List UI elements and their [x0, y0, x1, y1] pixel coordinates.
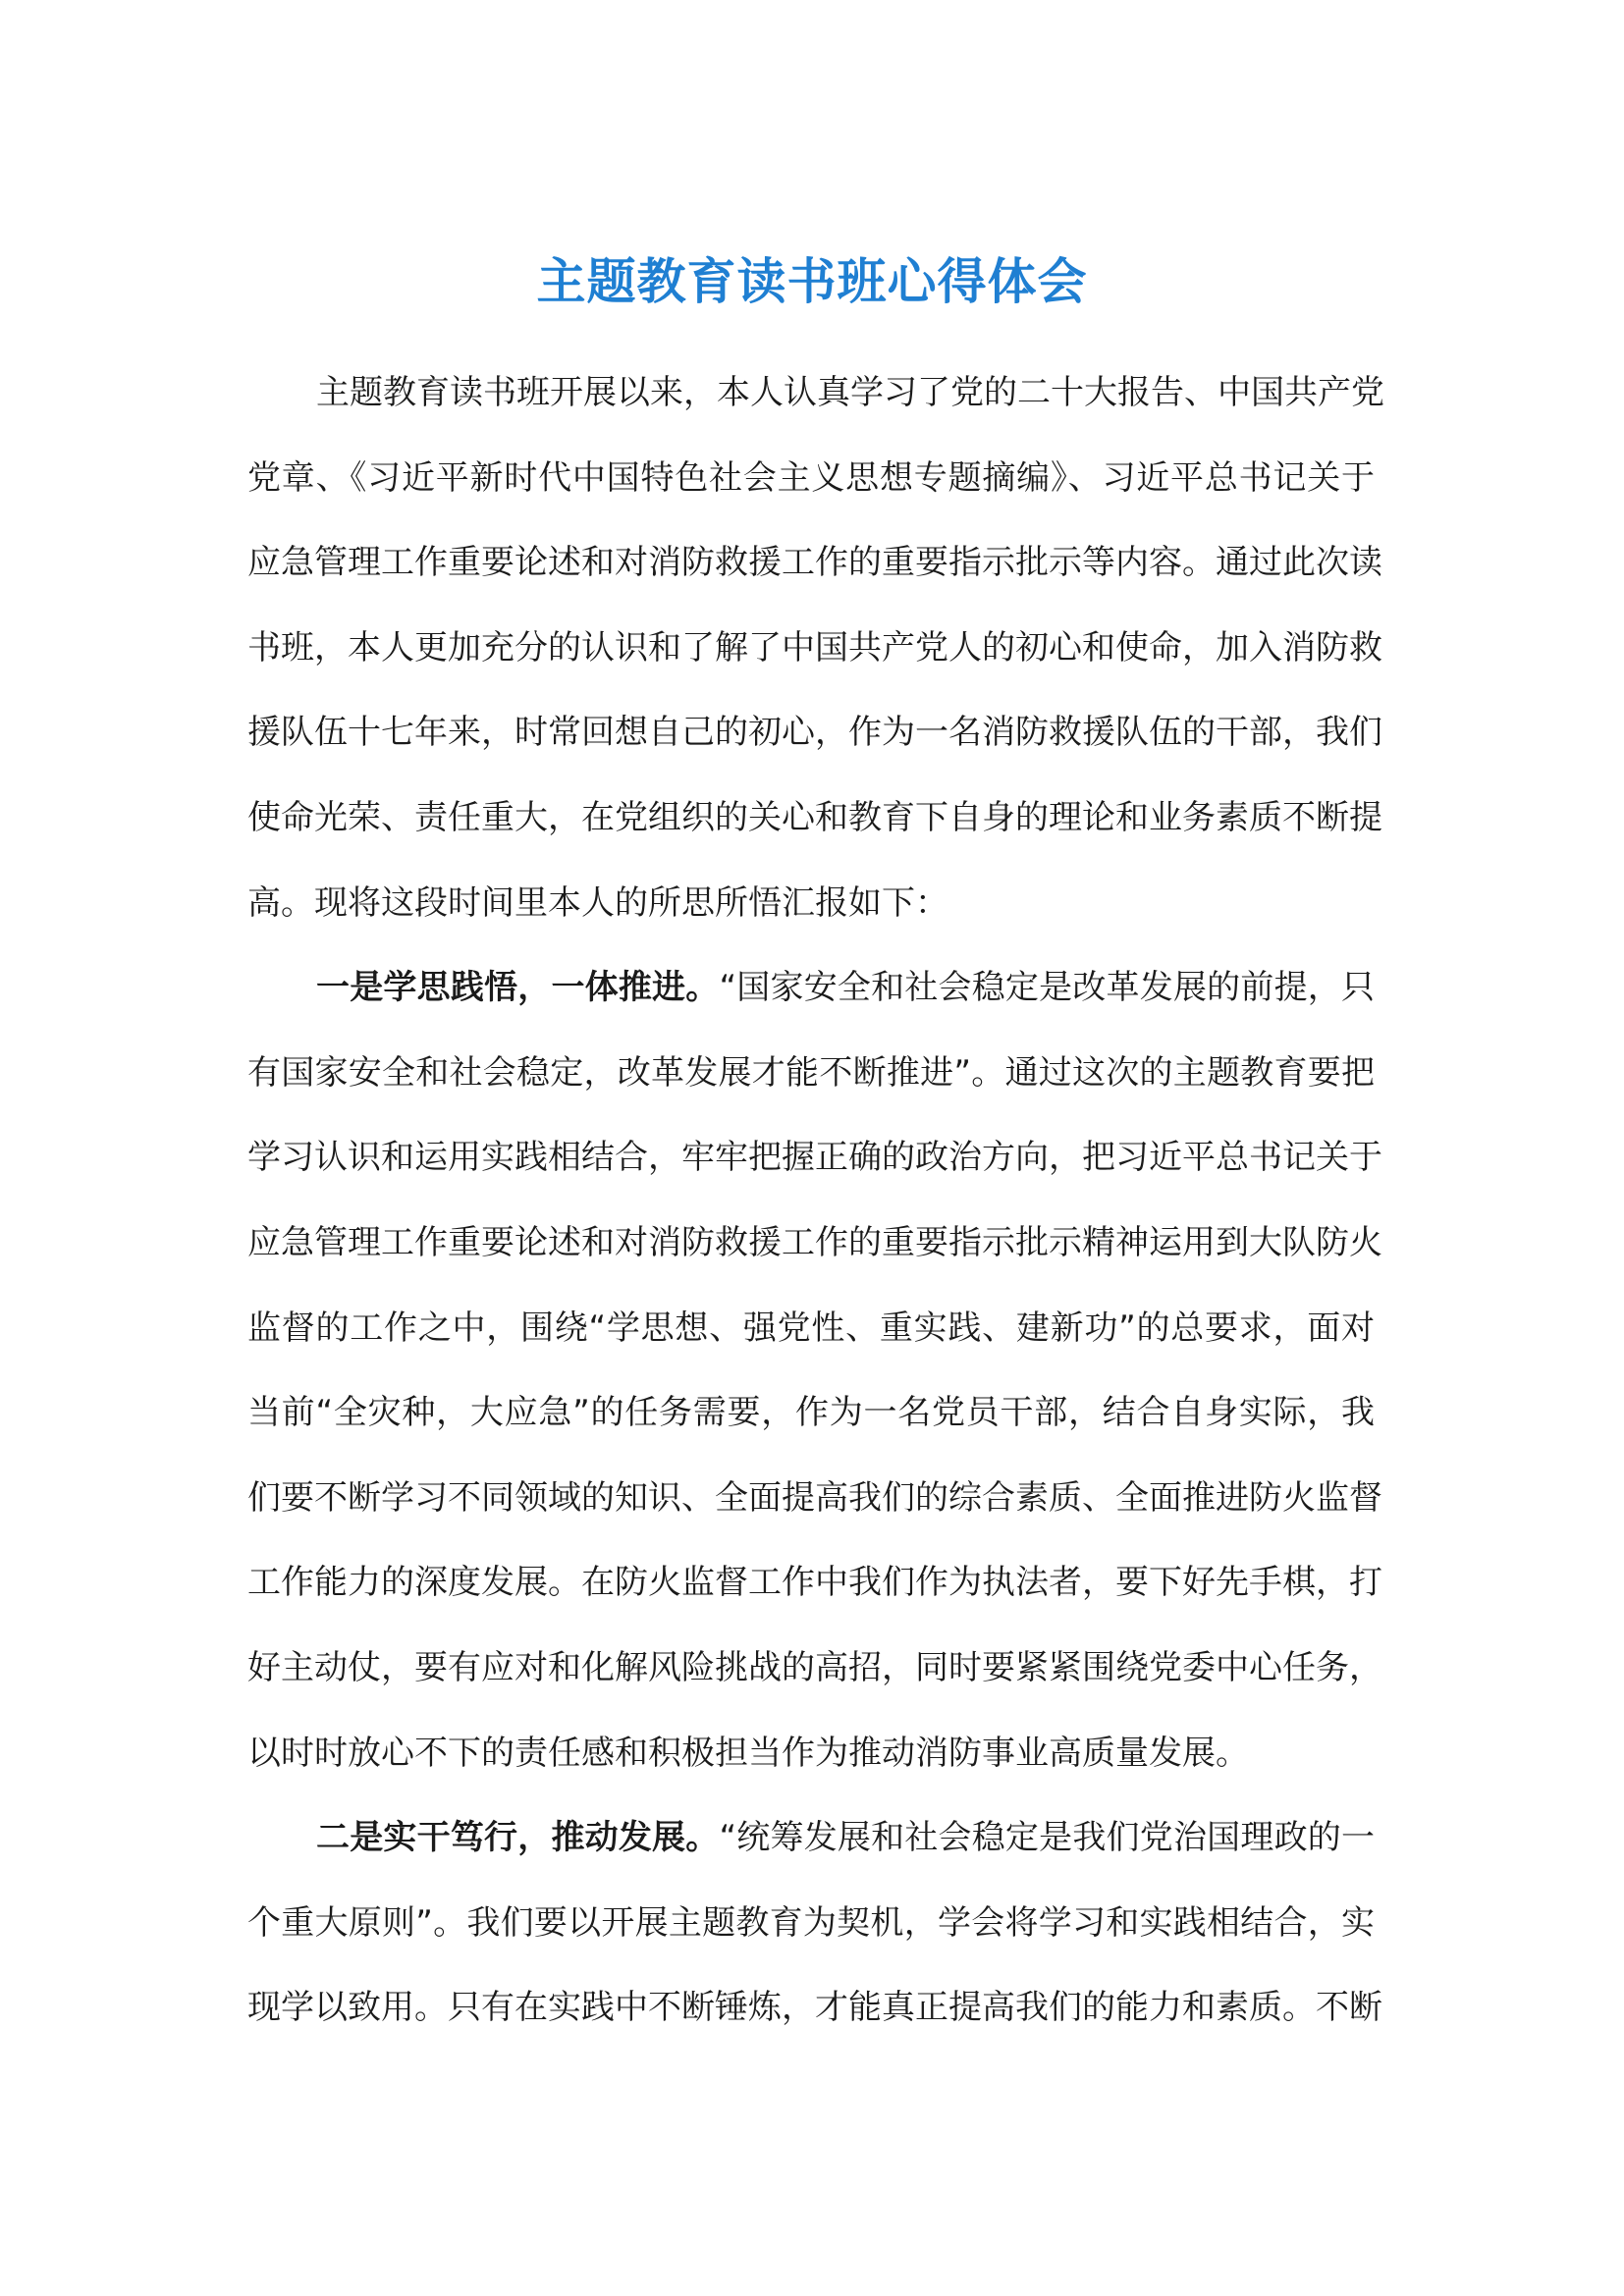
- paragraph-text: “国家安全和社会稳定是改革发展的前提，只: [719, 968, 1375, 1008]
- paragraph-text: 书班，本人更加充分的认识和了解了中国共产党人的初心和使命，加入消防救: [247, 627, 1382, 667]
- paragraph-line: [247, 861, 1375, 946]
- paragraph-line: [247, 690, 1382, 775]
- paragraph-line: [247, 350, 1384, 436]
- paragraph-line: [247, 520, 1382, 606]
- paragraph-text: 个重大原则”。我们要以开展主题教育为契机，学会将学习和实践相结合，实: [247, 1902, 1375, 1943]
- paragraph-line: [247, 1711, 1375, 1796]
- paragraph-text: 援队伍十七年来，时常回想自己的初心，作为一名消防救援队伍的干部，我们: [247, 713, 1382, 753]
- paragraph-text: 有国家安全和社会稳定，改革发展才能不断推进”。通过这次的主题教育要把: [247, 1052, 1375, 1093]
- paragraph-text: 当前“全灾种，大应急”的任务需要，作为一名党员干部，结合自身实际，我: [247, 1393, 1375, 1433]
- paragraph-line: [247, 1881, 1375, 1966]
- paragraph-text: 应急管理工作重要论述和对消防救援工作的重要指示批示等内容。通过此次读: [247, 543, 1382, 583]
- paragraph-line: [247, 1540, 1382, 1626]
- paragraph-line: [247, 1626, 1382, 1711]
- paragraph-text: “统筹发展和社会稳定是我们党治国理政的一: [719, 1818, 1375, 1858]
- paragraph-text: 现学以致用。只有在实践中不断锤炼，才能真正提高我们的能力和素质。不断: [247, 1988, 1382, 2028]
- paragraph-text: 主题教育读书班开展以来，本人认真学习了党的二十大报告、中国共产党: [316, 373, 1384, 412]
- paragraph-line: [247, 945, 1375, 1031]
- paragraph-text: 们要不断学习不同领域的知识、全面提高我们的综合素质、全面推进防火监督: [247, 1477, 1382, 1518]
- paragraph-text: 学习认识和运用实践相结合，牢牢把握正确的政治方向，把习近平总书记关于: [247, 1138, 1382, 1178]
- paragraph-text: 高。现将这段时间里本人的所思所悟汇报如下：: [247, 882, 948, 923]
- paragraph-lead-heading: 一是学思践悟，一体推进。: [316, 968, 720, 1008]
- paragraph-line: [247, 1965, 1382, 2051]
- paragraph-text: 工作能力的深度发展。在防火监督工作中我们作为执法者，要下好先手棋，打: [247, 1563, 1382, 1603]
- paragraph-line: [247, 1795, 1375, 1881]
- paragraph-line: [247, 1201, 1382, 1286]
- paragraph-line: [247, 1031, 1375, 1116]
- paragraph-text: 使命光荣、责任重大，在党组织的关心和教育下自身的理论和业务素质不断提: [247, 797, 1382, 837]
- paragraph-line: [247, 436, 1375, 521]
- paragraph-line: [247, 1286, 1375, 1371]
- document-body: [247, 350, 1384, 2051]
- paragraph-line: [247, 606, 1382, 691]
- paragraph-text: 党章、《习近平新时代中国特色社会主义思想专题摘编》、习近平总书记关于: [247, 457, 1375, 498]
- paragraph-line: [247, 1456, 1382, 1541]
- paragraph-text: 应急管理工作重要论述和对消防救援工作的重要指示批示精神运用到大队防火: [247, 1222, 1382, 1262]
- paragraph-line: [247, 775, 1382, 861]
- paragraph-lead-heading: 二是实干笃行，推动发展。: [316, 1818, 720, 1858]
- paragraph-line: [247, 1115, 1382, 1201]
- paragraph-line: [247, 1370, 1375, 1456]
- paragraph-text: 以时时放心不下的责任感和积极担当作为推动消防事业高质量发展。: [247, 1733, 1249, 1773]
- paragraph-text: 监督的工作之中，围绕“学思想、强党性、重实践、建新功”的总要求，面对: [247, 1308, 1375, 1348]
- paragraph-text: 好主动仗，要有应对和化解风险挑战的高招，同时要紧紧围绕党委中心任务，: [247, 1647, 1382, 1687]
- document-title: 主题教育读书班心得体会: [536, 253, 1088, 310]
